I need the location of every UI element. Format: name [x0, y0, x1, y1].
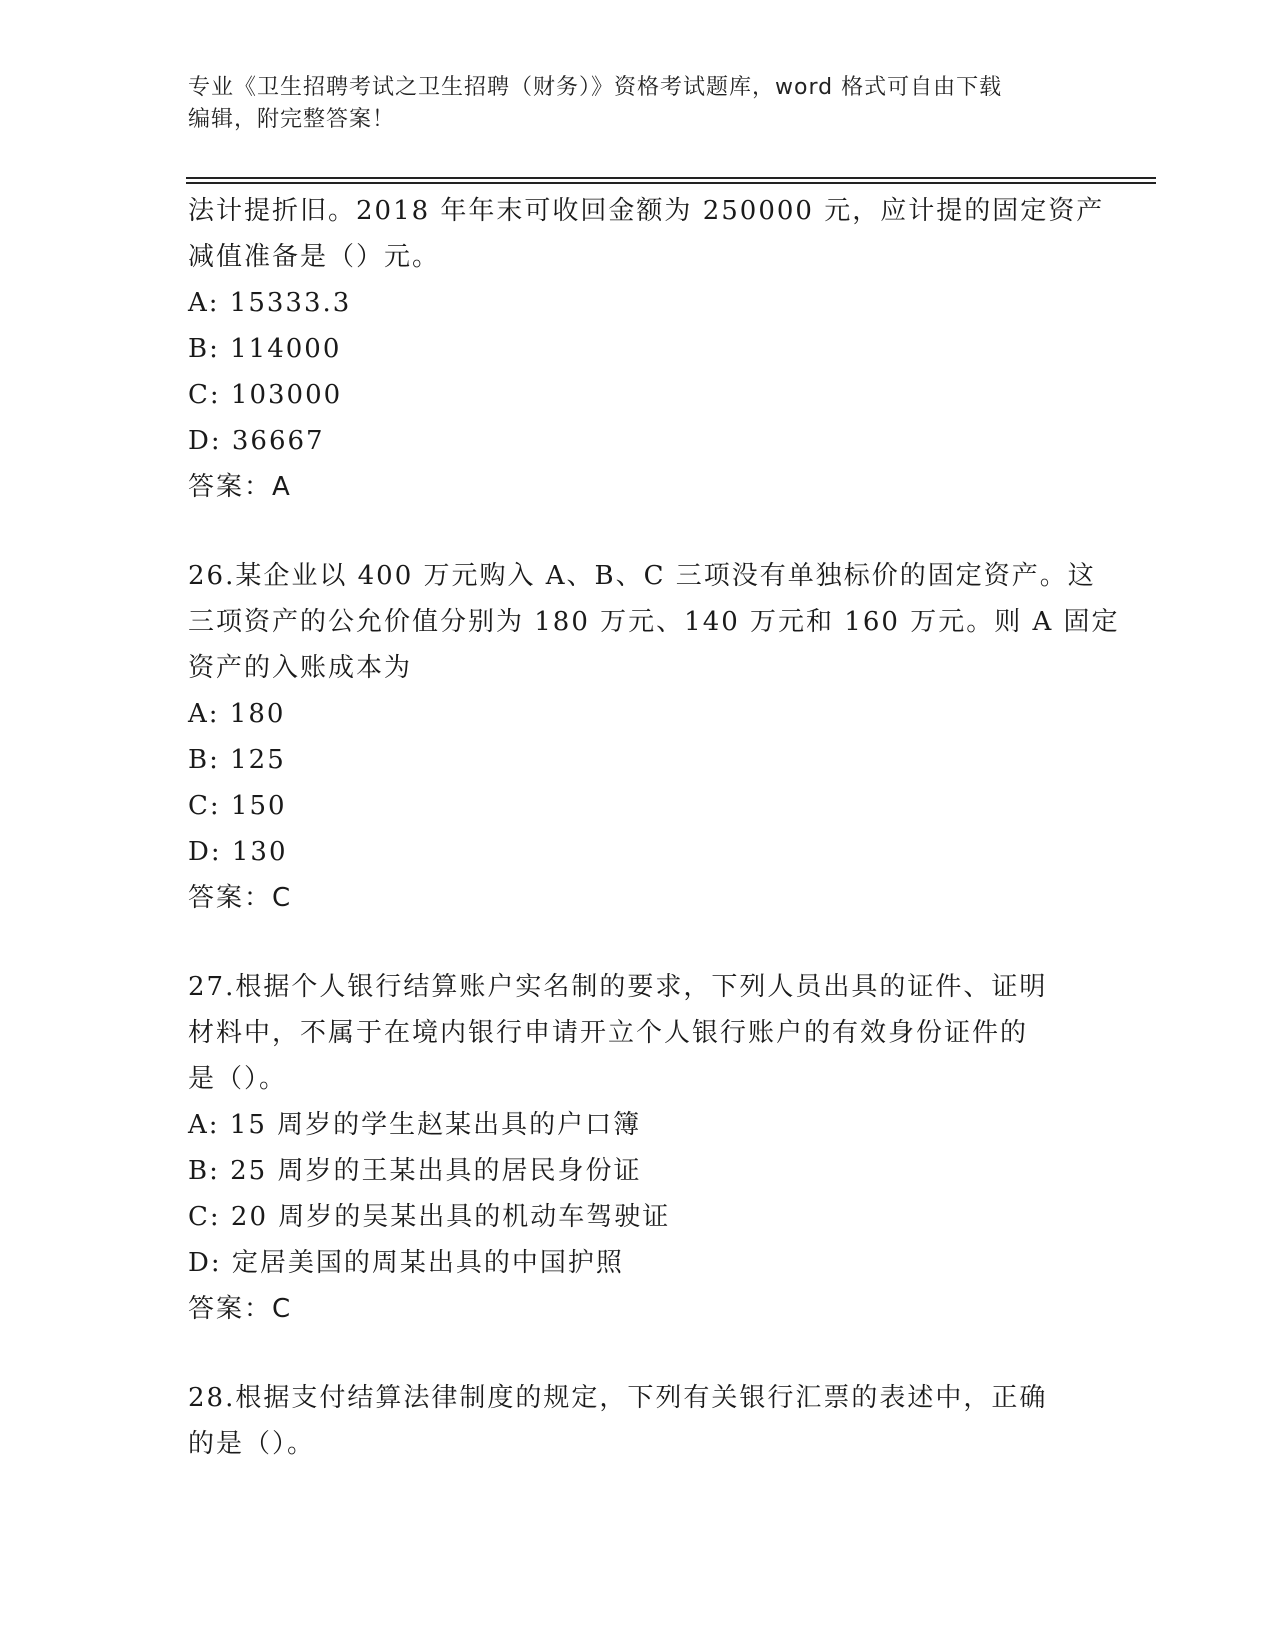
- option-b: B: 125: [188, 745, 286, 775]
- answer-line: 答案：C: [188, 1294, 293, 1324]
- option-c: C: 150: [188, 791, 287, 821]
- answer-line: 答案：A: [188, 472, 292, 502]
- option-c: C: 20 周岁的吴某出具的机动车驾驶证: [188, 1202, 671, 1232]
- header-line-1: 专业《卫生招聘考试之卫生招聘（财务）》资格考试题库，word 格式可自由下载: [188, 75, 1003, 100]
- question-stem-line: 资产的入账成本为: [188, 653, 413, 683]
- option-a: A: 15 周岁的学生赵某出具的户口簿: [188, 1110, 642, 1140]
- option-b: B: 114000: [188, 334, 342, 364]
- question-stem-line: 的是（）。: [188, 1429, 316, 1459]
- question-list: [188, 188, 1120, 1467]
- question-stem-line: 三项资产的公允价值分别为 180 万元、140 万元和 160 万元。则 A 固定: [188, 607, 1120, 637]
- question-stem-line: 是（）。: [188, 1064, 288, 1094]
- question-spacer: [188, 1332, 1088, 1375]
- option-d: D: 定居美国的周某出具的中国护照: [188, 1248, 624, 1278]
- question-stem-line: 材料中，不属于在境内银行申请开立个人银行账户的有效身份证件的: [188, 1018, 1029, 1048]
- question-spacer: [188, 921, 1088, 964]
- header-line-2: 编辑，附完整答案！: [188, 107, 396, 132]
- option-c: C: 103000: [188, 380, 343, 410]
- question-stem-line: 法计提折旧。2018 年年末可收回金额为 250000 元，应计提的固定资产: [188, 196, 1105, 226]
- question-stem-line: 28.根据支付结算法律制度的规定，下列有关银行汇票的表述中，正确: [188, 1383, 1048, 1413]
- header-rule-bottom: [186, 182, 1156, 184]
- document-header: [188, 72, 1088, 136]
- option-b: B: 25 周岁的王某出具的居民身份证: [188, 1156, 642, 1186]
- question-stem-line: 26.某企业以 400 万元购入 A、B、C 三项没有单独标价的固定资产。这: [188, 561, 1096, 591]
- header-rule-top: [186, 177, 1156, 179]
- option-d: D: 36667: [188, 426, 325, 456]
- answer-line: 答案：C: [188, 883, 293, 913]
- question-spacer: [188, 510, 1088, 553]
- option-a: A: 15333.3: [188, 288, 352, 318]
- question-27: [188, 964, 1088, 1332]
- option-d: D: 130: [188, 837, 288, 867]
- option-a: A: 180: [188, 699, 286, 729]
- question-stem-line: 27.根据个人银行结算账户实名制的要求，下列人员出具的证件、证明: [188, 972, 1048, 1002]
- question-25: [188, 188, 1105, 510]
- question-stem-line: 减值准备是（）元。: [188, 242, 441, 272]
- question-26: [188, 553, 1120, 921]
- question-28: [188, 1375, 1088, 1467]
